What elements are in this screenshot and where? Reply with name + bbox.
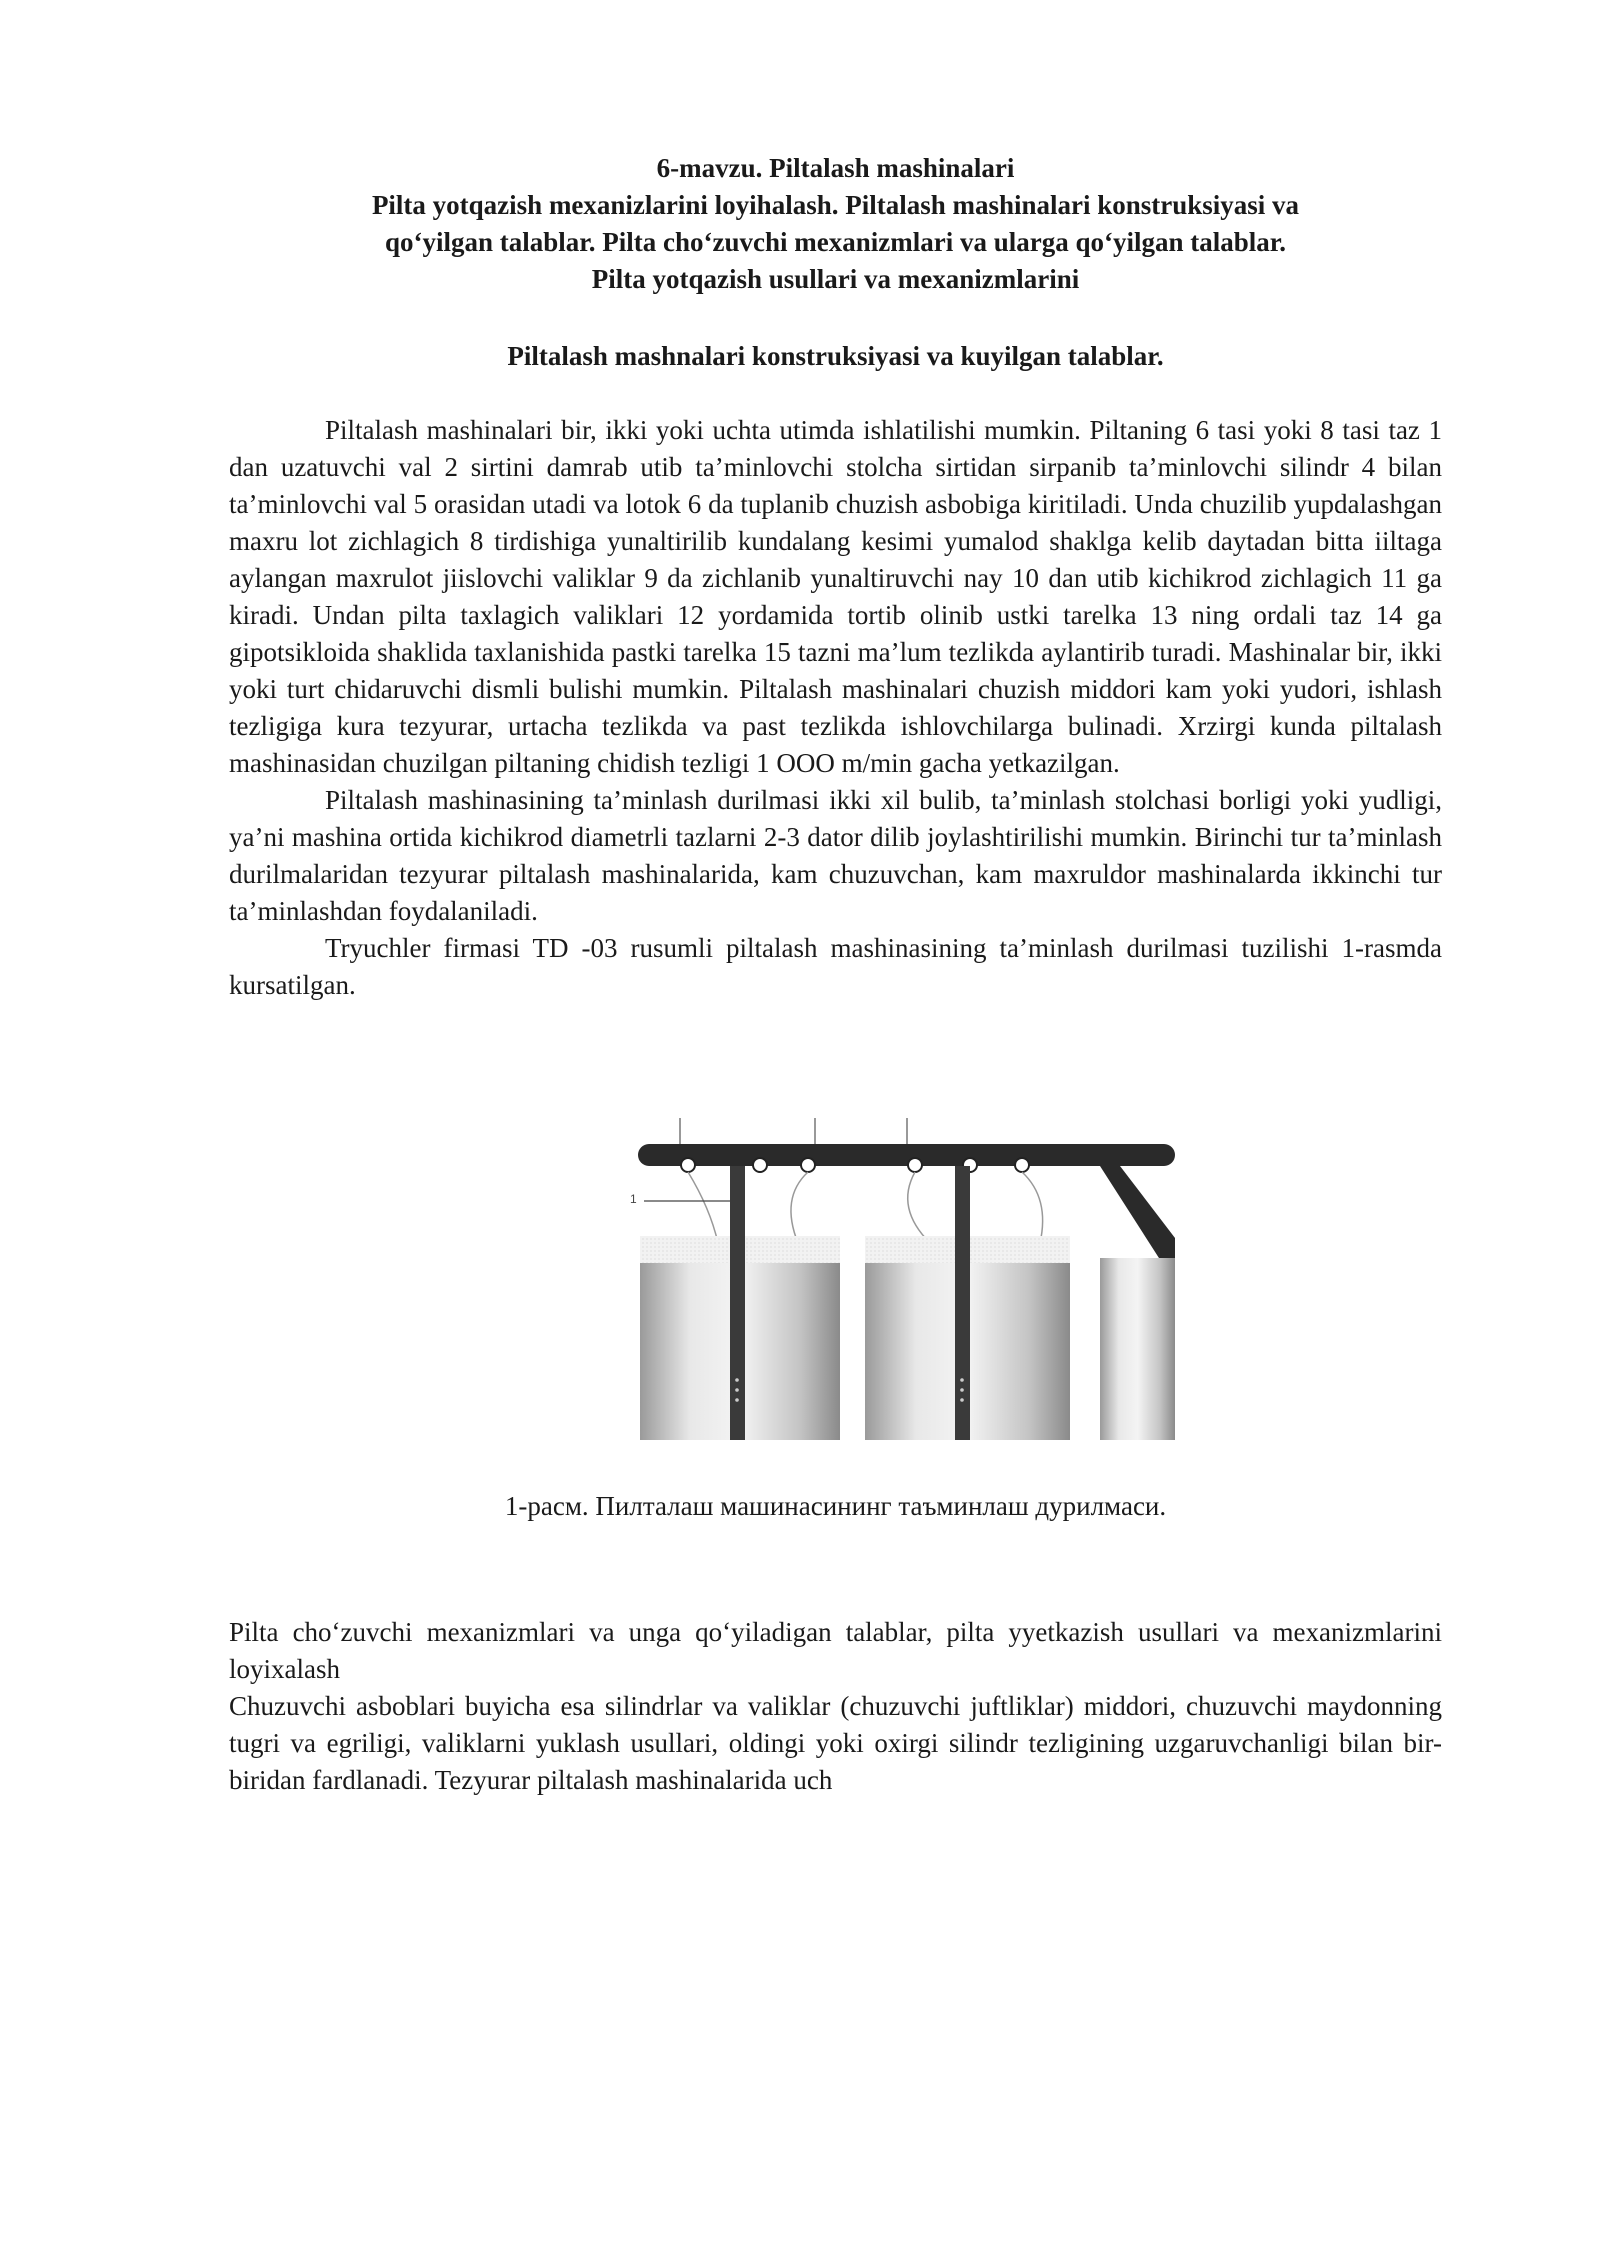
- section-heading: Piltalash mashnalari konstruksiyasi va kuyilgan talablar.: [507, 341, 1164, 371]
- body-text: [229, 412, 1442, 1004]
- paragraph: Tryuchler firmasi TD -03 rusumli piltalash mashinasining ta’minlash durilmasi tuzilishi 1-rasmda kursatilgan.: [229, 933, 1442, 1000]
- paragraph: Piltalash mashinasining ta’minlash durilmasi ikki xil bulib, ta’minlash stolchasi borligi yoki yudligi, ya’ni mashina ortida kichikrod diametrli tazlarni 2-3 dator dilib joylashtirilishi mumkin. Birinchi tur ta’minlash durilmalaridan tezyurar piltalash mashinalarida, kam chuzuvchan, kam maxruldor mashinalarda ikkinchi tur ta’minlashdan foydalaniladi.: [229, 785, 1442, 926]
- feeding-device-illustration: [630, 1118, 1175, 1440]
- paragraph: Chuzuvchi asboblari buyicha esa silindrlar va valiklar (chuzuvchi juftliklar) middori, chuzuvchi maydonning tugri va egriligi, valiklarni yuklash usullari, oldingi yoki oxirgi silindr tezligining uzgaruvchanligi bilan bir-biridan fardlanadi. Tezyurar piltalash mashinalarida uch: [229, 1691, 1442, 1795]
- feeding-device-figure: [630, 1118, 1175, 1440]
- paragraph: Pilta cho‘zuvchi mexanizmlari va unga qo‘yiladigan talablar, pilta yyetkazish usullari va mexanizmlarini loyixalash: [229, 1617, 1442, 1684]
- figure-label: 1: [630, 1192, 637, 1206]
- title-line-2: Pilta yotqazish mexanizlarini loyihalash. Piltalash mashinalari konstruksiyasi va qo‘yilgan talablar. Pilta cho‘zuvchi mexanizmlari va ularga qo‘yilgan talablar. Pilta yotqazish usullari va mexanizmlarini: [371, 190, 1300, 294]
- document-title: [229, 150, 1442, 298]
- body-text-continued: [229, 1614, 1442, 1799]
- figure-caption: 1-расм. Пилталаш машинасининг таъминлаш дурилмаси.: [504, 1491, 1167, 1521]
- paragraph: Piltalash mashinalari bir, ikki yoki uchta utimda ishlatilishi mumkin. Piltaning 6 tasi yoki 8 tasi taz 1 dan uzatuvchi val 2 sirtini damrab utib ta’minlovchi stolcha sirtidan sirpanib ta’minlovchi silindr 4 bilan ta’minlovchi val 5 orasidan utadi va lotok 6 da tuplanib chuzish asbobiga kiritiladi. Unda chuzilib yupdalashgan maxru lot zichlagich 8 tirdishiga yunaltirilib kundalang kesimi yumalod shaklga kelib daytadan bitta iiltaga aylangan maxrulot jiislovchi valiklar 9 da zichlanib yunaltiruvchi nay 10 dan utib kichikrod zichlagich 11 ga kiradi. Undan pilta taxlagich valiklari 12 yordamida tortib olinib ustki tarelka 13 ning ordali taz 14 ga gipotsikloida shaklida taxlanishida pastki tarelka 15 tazni ma’lum tezlikda aylantirib turadi. Mashinalar bir, ikki yoki turt chidaruvchi dismli bulishi mumkin. Piltalash mashinalari chuzish middori kam yoki yudori, ishlash tezligiga kura tezyurar, urtacha tezlikda va past tezlikda ishlovchilarga bulinadi. Xrzirgi kunda piltalash mashinasidan chuzilgan piltaning chidish tezligi 1 OOO m/min gacha yetkazilgan.: [229, 415, 1442, 778]
- title-line-1: 6-mavzu. Piltalash mashinalari: [656, 153, 1015, 183]
